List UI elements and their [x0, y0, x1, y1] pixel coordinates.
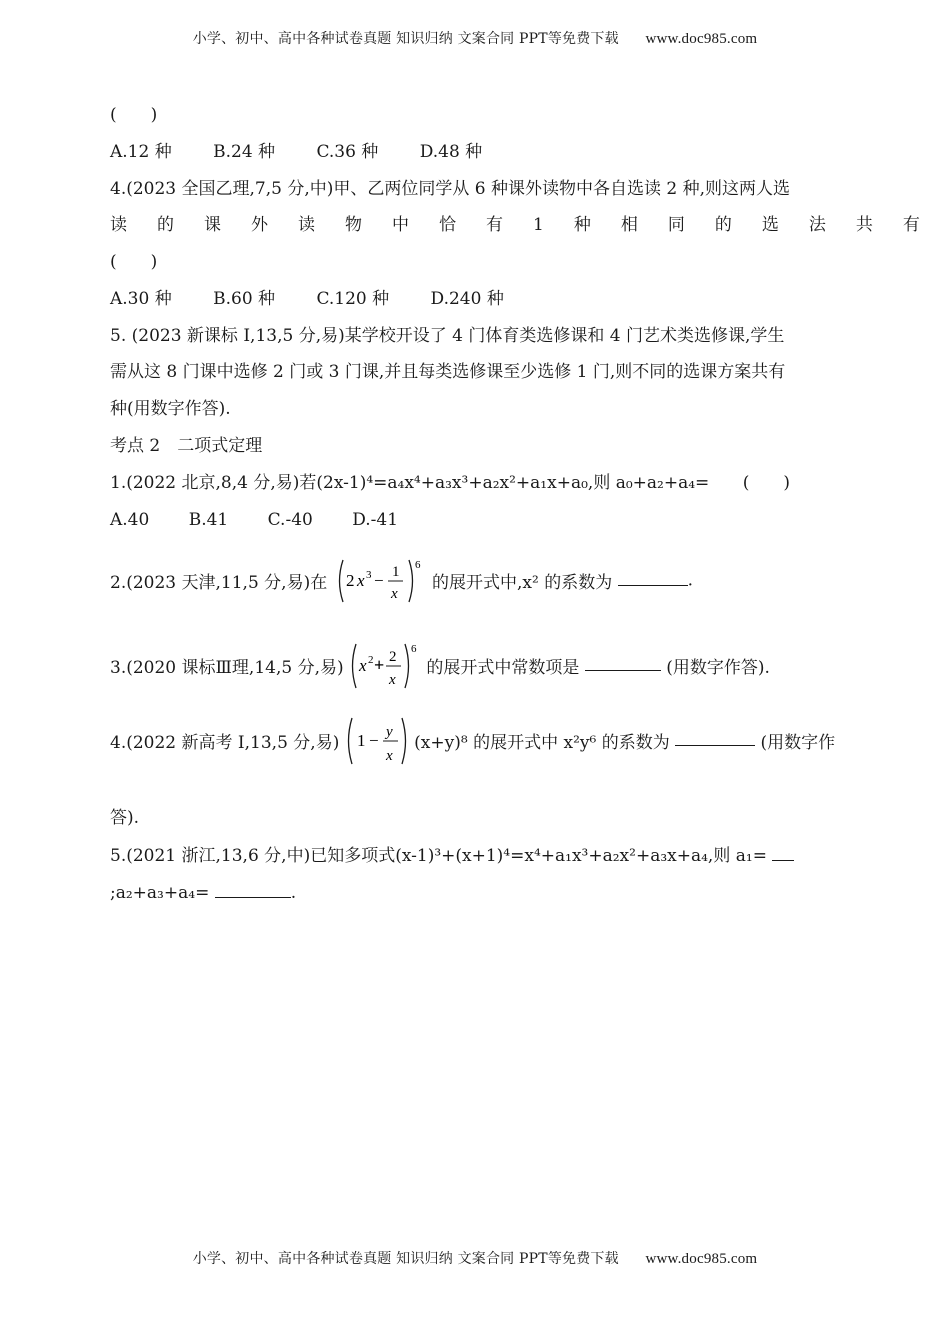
question-4-line-2: 读的课外读物中恰有1种相同的选法共有	[110, 215, 950, 235]
binomial-question-4	[110, 714, 835, 770]
svg-text:x: x	[356, 571, 365, 590]
question-5-line-2: 需从这 8 门课中选修 2 门或 3 门课,并且每类选修课至少选修 1 门,则不同的选课方案共有	[110, 362, 786, 382]
binomial-question-2: 2.(2023 天津,11,5 分,易)在 2 x 3 − 1 x 6 的展开式中,x² 的系数为 .	[110, 556, 693, 606]
question-text-tail: (用数字作	[760, 732, 836, 753]
question-text: ;a₂+a₃+a₄=	[110, 883, 210, 903]
question-3-options	[110, 141, 518, 163]
answer-blank-a1[interactable]	[772, 844, 794, 861]
svg-text:x: x	[390, 586, 398, 602]
question-5-line-3: 种(用数字作答).	[110, 399, 231, 419]
svg-text:1: 1	[356, 731, 366, 750]
section-2-title: 考点 2 二项式定理	[110, 436, 263, 456]
answer-blank[interactable]	[675, 729, 755, 746]
svg-text:1: 1	[391, 564, 400, 580]
svg-text:x: x	[359, 656, 367, 675]
page-header	[0, 28, 950, 48]
option-c: C.120 种	[316, 289, 390, 309]
answer-blank-sum[interactable]	[215, 881, 291, 898]
question-text: 4.(2022 新高考 Ⅰ,13,5 分,易)	[110, 732, 340, 753]
question-5-line-1: 5. (2023 新课标 Ⅰ,13,5 分,易)某学校开设了 4 门体育类选修课和 4 门艺术类选修课,学生	[110, 326, 785, 346]
option-c: C.-40	[267, 510, 313, 530]
binomial-question-5-line-1	[110, 844, 794, 867]
answer-blank[interactable]	[618, 569, 688, 586]
svg-text:6: 6	[414, 559, 421, 571]
option-d: D.240 种	[430, 289, 504, 309]
option-c: C.36 种	[316, 142, 379, 162]
question-text: 1.(2022 北京,8,4 分,易)若(2x-1)⁴=a₄x⁴+a₃x³+a₂x²+a₁x+a₀,则 a₀+a₂+a₄=	[110, 473, 710, 493]
answer-blank[interactable]	[585, 654, 661, 671]
formula-2x3-minus-1-over-x-pow-6	[335, 556, 425, 606]
svg-text:2: 2	[389, 649, 397, 665]
option-b: B.41	[188, 510, 229, 530]
question-text-suffix: 的展开式中,x² 的系数为	[432, 572, 613, 593]
question-text-tail: (用数字作答).	[666, 657, 770, 678]
svg-text:x: x	[385, 748, 393, 764]
question-text-suffix: (x+y)⁸ 的展开式中 x²y⁶ 的系数为	[414, 732, 670, 753]
option-a: A.30 种	[110, 289, 172, 309]
option-b: B.60 种	[213, 289, 276, 309]
svg-text:x: x	[389, 672, 396, 688]
question-text: 3.(2020 课标Ⅲ理,14,5 分,易)	[110, 657, 344, 678]
formula-x2-plus-2-over-x-pow-6	[349, 640, 421, 692]
binomial-question-1-options	[110, 509, 432, 531]
svg-text:+: +	[374, 655, 385, 675]
svg-text:2: 2	[368, 654, 374, 666]
option-b: B.24 种	[213, 142, 276, 162]
svg-text:−: −	[373, 571, 384, 590]
option-a: A.12 种	[110, 142, 172, 162]
header-site: www.doc985.com	[645, 31, 758, 47]
question-text: 5.(2021 浙江,13,6 分,中)已知多项式(x-1)³+(x+1)⁴=x⁴+a₁x³+a₂x²+a₃x+a₄,则 a₁=	[110, 846, 767, 866]
option-d: D.-41	[352, 510, 399, 530]
header-text: 小学、初中、高中各种试卷真题 知识归纳 文案合同 PPT等免费下载	[192, 31, 619, 47]
option-a: A.40	[110, 510, 150, 530]
binomial-question-3	[110, 640, 770, 694]
question-text-suffix: 的展开式中常数项是	[426, 657, 580, 678]
svg-text:3: 3	[365, 569, 372, 581]
question-text: 2.(2023 天津,11,5 分,易)在	[110, 572, 328, 593]
answer-paren: ( )	[742, 473, 790, 493]
footer-site: www.doc985.com	[645, 1251, 758, 1267]
question-4-line-1: 4.(2023 全国乙理,7,5 分,中)甲、乙两位同学从 6 种课外读物中各自选读 2 种,则这两人选	[110, 179, 791, 199]
svg-text:2: 2	[345, 571, 355, 590]
footer-text: 小学、初中、高中各种试卷真题 知识归纳 文案合同 PPT等免费下载	[192, 1251, 619, 1267]
question-4-paren: ( )	[110, 252, 158, 272]
formula-1-minus-y-over-x	[345, 714, 409, 768]
question-3-paren: ( )	[110, 105, 158, 125]
svg-text:6: 6	[411, 643, 417, 655]
svg-text:−: −	[368, 731, 379, 750]
binomial-question-1	[110, 472, 790, 494]
binomial-question-5-line-2: ;a₂+a₃+a₄= .	[110, 883, 297, 903]
option-d: D.48 种	[419, 142, 483, 162]
svg-text:y: y	[385, 724, 393, 740]
binomial-question-4-continued: 答).	[110, 808, 140, 828]
question-4-options	[110, 288, 540, 310]
page-footer	[0, 1248, 950, 1268]
